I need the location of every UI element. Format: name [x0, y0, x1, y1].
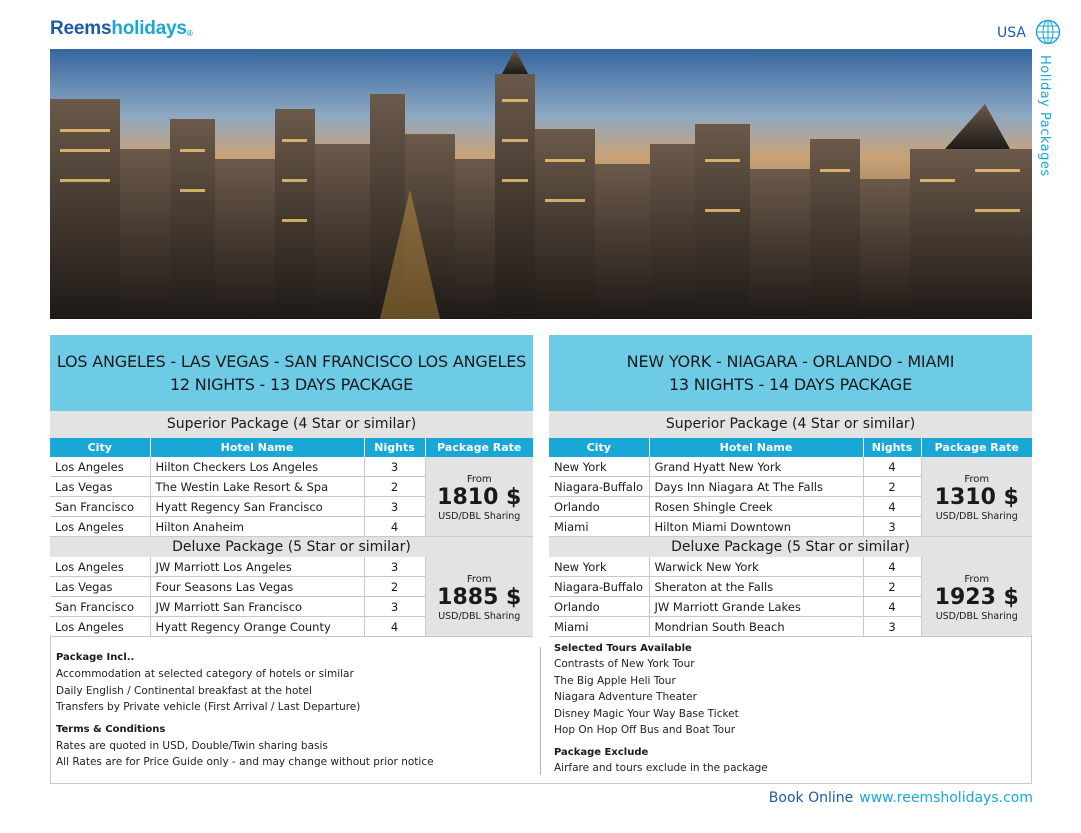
cell-nights: 3: [863, 517, 921, 537]
terms-item: Rates are quoted in USD, Double/Twin sharing basis: [56, 739, 328, 752]
cell-nights: 4: [863, 557, 921, 577]
rate-cell: [425, 557, 533, 637]
package-2-header: [549, 335, 1032, 411]
skyline-illustration: [50, 49, 1032, 319]
cell-nights: 4: [364, 617, 425, 637]
table-row: [549, 457, 1032, 477]
side-label: Holiday Packages: [1037, 55, 1052, 177]
package-2-superior-table: [549, 438, 1032, 537]
brand-logo[interactable]: [50, 18, 193, 40]
col-rate: Package Rate: [921, 438, 1032, 457]
cell-hotel: JW Marriott Grande Lakes: [649, 597, 863, 617]
col-hotel: Hotel Name: [649, 438, 863, 457]
cell-city: Orlando: [549, 597, 649, 617]
rate-from: From: [466, 473, 492, 485]
rate-price: 1923 $: [934, 584, 1019, 610]
package-1-superior-table: [50, 438, 533, 537]
info-divider: [540, 647, 541, 775]
cell-city: Los Angeles: [50, 517, 150, 537]
package-1-title: LOS ANGELES - LAS VEGAS - SAN FRANCISCO LOS ANGELES: [56, 352, 527, 371]
cell-hotel: Four Seasons Las Vegas: [150, 577, 364, 597]
cell-nights: 3: [364, 457, 425, 477]
cell-hotel: Hyatt Regency San Francisco: [150, 497, 364, 517]
cell-hotel: Hyatt Regency Orange County: [150, 617, 364, 637]
cell-hotel: Mondrian South Beach: [649, 617, 863, 637]
brand-part-a: Reems: [50, 18, 112, 39]
rate-sharing: USD/DBL Sharing: [438, 510, 521, 522]
package-1-deluxe-table: [50, 557, 533, 637]
package-incl-section: [56, 652, 434, 771]
cell-hotel: The Westin Lake Resort & Spa: [150, 477, 364, 497]
table-row: [50, 457, 533, 477]
brand-mark: ®: [186, 29, 193, 38]
cell-nights: 4: [364, 517, 425, 537]
cell-nights: 2: [364, 577, 425, 597]
rate-price: 1810 $: [437, 484, 522, 510]
tours-section: [554, 643, 768, 776]
package-1-superior-label: Superior Package (4 Star or similar): [50, 411, 533, 438]
exclude-title: Package Exclude: [554, 746, 649, 758]
table-row: [50, 557, 533, 577]
cell-city: Miami: [549, 517, 649, 537]
package-2-superior-label: Superior Package (4 Star or similar): [549, 411, 1032, 438]
rate-sharing: USD/DBL Sharing: [935, 610, 1018, 622]
cell-nights: 3: [364, 497, 425, 517]
cell-hotel: JW Marriott Los Angeles: [150, 557, 364, 577]
cell-hotel: Hilton Miami Downtown: [649, 517, 863, 537]
col-nights: Nights: [863, 438, 921, 457]
cell-city: Los Angeles: [50, 457, 150, 477]
package-2-deluxe-table: [549, 557, 1032, 637]
cell-city: San Francisco: [50, 597, 150, 617]
package-2-deluxe-label: Deluxe Package (5 Star or similar): [549, 537, 1032, 557]
cell-hotel: Rosen Shingle Creek: [649, 497, 863, 517]
cell-hotel: Days Inn Niagara At The Falls: [649, 477, 863, 497]
rate-from: From: [466, 573, 492, 585]
cell-city: New York: [549, 457, 649, 477]
incl-item: Accommodation at selected category of hotels or similar: [56, 668, 354, 680]
cell-nights: 2: [364, 477, 425, 497]
country-label: USA: [997, 25, 1026, 41]
cell-city: San Francisco: [50, 497, 150, 517]
cell-city: Los Angeles: [50, 557, 150, 577]
cell-city: New York: [549, 557, 649, 577]
cell-city: Miami: [549, 617, 649, 637]
rate-cell: [425, 457, 533, 537]
rate-from: From: [964, 573, 990, 585]
rate-sharing: USD/DBL Sharing: [438, 610, 521, 622]
city-skyline-banner: [50, 49, 1032, 319]
tour-item: Niagara Adventure Theater: [554, 691, 697, 703]
cell-city: Orlando: [549, 497, 649, 517]
cell-city: Las Vegas: [50, 477, 150, 497]
cell-nights: 4: [863, 597, 921, 617]
website-link[interactable]: www.reemsholidays.com: [859, 790, 1033, 806]
cell-city: Niagara-Buffalo: [549, 477, 649, 497]
cell-city: Niagara-Buffalo: [549, 577, 649, 597]
cell-hotel: JW Marriott San Francisco: [150, 597, 364, 617]
table-row: [549, 557, 1032, 577]
tour-item: The Big Apple Heli Tour: [554, 674, 676, 687]
cell-city: Las Vegas: [50, 577, 150, 597]
cell-nights: 3: [364, 597, 425, 617]
cell-hotel: Warwick New York: [649, 557, 863, 577]
terms-title: Terms & Conditions: [56, 723, 166, 735]
terms-item: All Rates are for Price Guide only - and may change without prior notice: [56, 756, 434, 768]
cell-nights: 4: [863, 457, 921, 477]
cell-hotel: Grand Hyatt New York: [649, 457, 863, 477]
incl-item: Daily English / Continental breakfast at the hotel: [56, 684, 312, 697]
exclude-item: Airfare and tours exclude in the package: [554, 761, 768, 774]
table-header-row: [549, 438, 1032, 457]
table-header-row: [50, 438, 533, 457]
col-nights: Nights: [364, 438, 425, 457]
cell-city: Los Angeles: [50, 617, 150, 637]
globe-icon: [1035, 19, 1061, 45]
package-1-header: [50, 335, 533, 411]
cell-hotel: Hilton Checkers Los Angeles: [150, 457, 364, 477]
package-2-duration: 13 NIGHTS - 14 DAYS PACKAGE: [668, 375, 913, 394]
tours-title: Selected Tours Available: [554, 643, 692, 654]
incl-title: Package Incl..: [56, 652, 135, 663]
tour-item: Contrasts of New York Tour: [554, 658, 695, 670]
rate-from: From: [964, 473, 990, 485]
tour-item: Hop On Hop Off Bus and Boat Tour: [554, 724, 736, 736]
book-online-label: Book Online: [768, 790, 854, 806]
cell-nights: 3: [364, 557, 425, 577]
cell-hotel: Sheraton at the Falls: [649, 577, 863, 597]
brand-part-b: holidays: [111, 18, 187, 39]
cell-nights: 2: [863, 577, 921, 597]
package-2-title: NEW YORK - NIAGARA - ORLANDO - MIAMI: [626, 352, 955, 371]
cell-nights: 4: [863, 497, 921, 517]
rate-sharing: USD/DBL Sharing: [935, 510, 1018, 522]
rate-price: 1885 $: [437, 584, 522, 610]
col-hotel: Hotel Name: [150, 438, 364, 457]
incl-item: Transfers by Private vehicle (First Arrival / Last Departure): [56, 701, 361, 713]
col-rate: Package Rate: [425, 438, 533, 457]
tour-item: Disney Magic Your Way Base Ticket: [554, 707, 739, 720]
footer-booking: [769, 790, 1033, 806]
cell-hotel: Hilton Anaheim: [150, 517, 364, 537]
col-city: City: [50, 438, 150, 457]
rate-cell: [921, 557, 1032, 637]
rate-price: 1310 $: [934, 484, 1019, 510]
col-city: City: [549, 438, 649, 457]
cell-nights: 3: [863, 617, 921, 637]
package-1-duration: 12 NIGHTS - 13 DAYS PACKAGE: [169, 375, 414, 394]
cell-nights: 2: [863, 477, 921, 497]
rate-cell: [921, 457, 1032, 537]
package-1-deluxe-label: Deluxe Package (5 Star or similar): [50, 537, 533, 557]
